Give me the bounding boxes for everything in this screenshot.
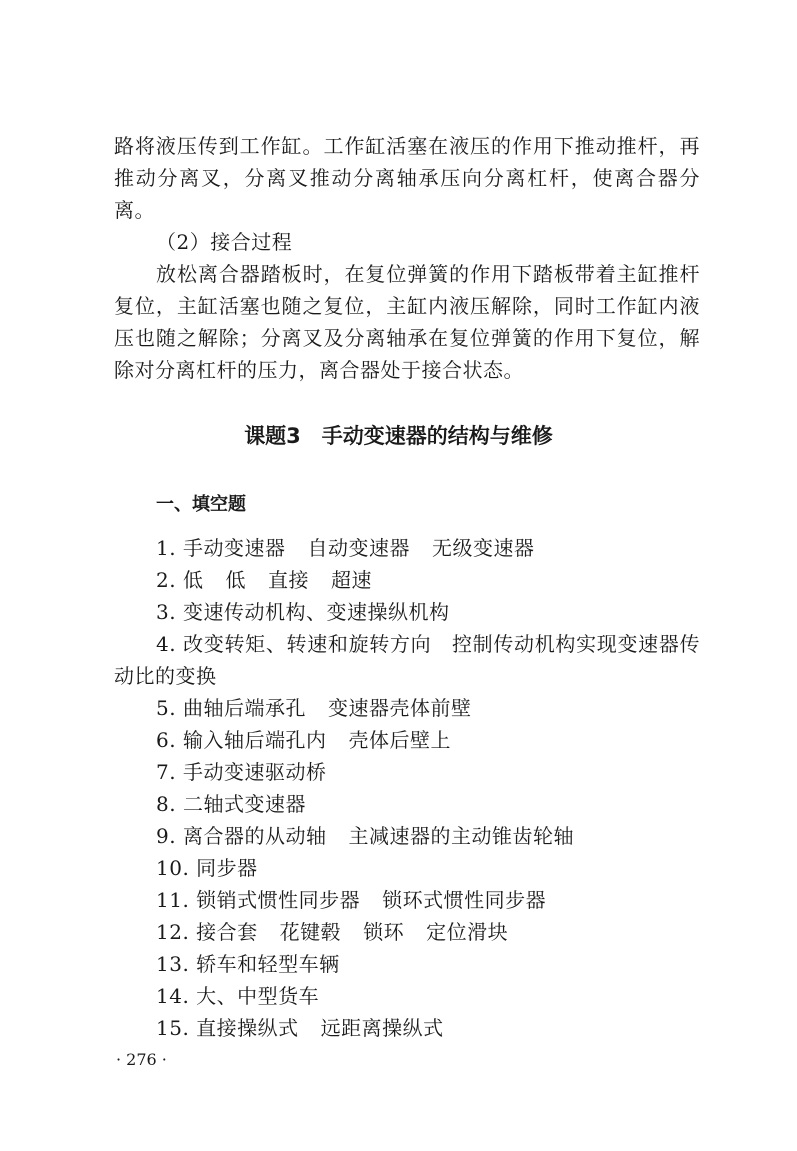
answer-item: 3. 变速传动机构、变速操纵机构 xyxy=(156,600,450,624)
answer-item: 8. 二轴式变速器 xyxy=(156,792,306,816)
answer-item: 2. 低 低 直接 超速 xyxy=(156,568,372,592)
subsection-heading: （2）接合过程 xyxy=(156,230,293,254)
chapter-title: 课题3 手动变速器的结构与维修 xyxy=(244,424,553,448)
answer-item: 11. 锁销式惯性同步器 锁环式惯性同步器 xyxy=(156,888,547,912)
answer-item: 12. 接合套 花键毂 锁环 定位滑块 xyxy=(156,920,509,944)
paragraph-continuation: 路将液压传到工作缸。工作缸活塞在液压的作用下推动推杆，再推动分离叉，分离叉推动分离轴承压向分离杠杆，使离合器分离。 xyxy=(114,134,700,222)
paragraph-engagement: 放松离合器踏板时，在复位弹簧的作用下踏板带着主缸推杆复位，主缸活塞也随之复位，主缸内液压解除，同时工作缸内液压也随之解除；分离叉及分离轴承在复位弹簧的作用下复位，解除对分离杠杆的压力，离合器处于接合状态。 xyxy=(114,262,700,382)
answer-item: 14. 大、中型货车 xyxy=(156,984,320,1008)
section-title: 一、填空题 xyxy=(156,494,246,515)
answer-item: 10. 同步器 xyxy=(156,856,258,880)
answer-item: 9. 离合器的从动轴 主减速器的主动锥齿轮轴 xyxy=(156,824,574,848)
answer-item: 13. 轿车和轻型车辆 xyxy=(156,952,340,976)
answer-item: 1. 手动变速器 自动变速器 无级变速器 xyxy=(156,536,535,560)
answer-item: 6. 输入轴后端孔内 壳体后壁上 xyxy=(156,728,451,752)
answer-item: 7. 手动变速驱动桥 xyxy=(156,760,327,784)
page-number: · 276 · xyxy=(116,1050,167,1069)
answer-item: 15. 直接操纵式 远距离操纵式 xyxy=(156,1016,444,1040)
answer-item: 4. 改变转矩、转速和旋转方向 控制传动机构实现变速器传动比的变换 xyxy=(114,632,701,688)
answer-item: 5. 曲轴后端承孔 变速器壳体前壁 xyxy=(156,696,472,720)
